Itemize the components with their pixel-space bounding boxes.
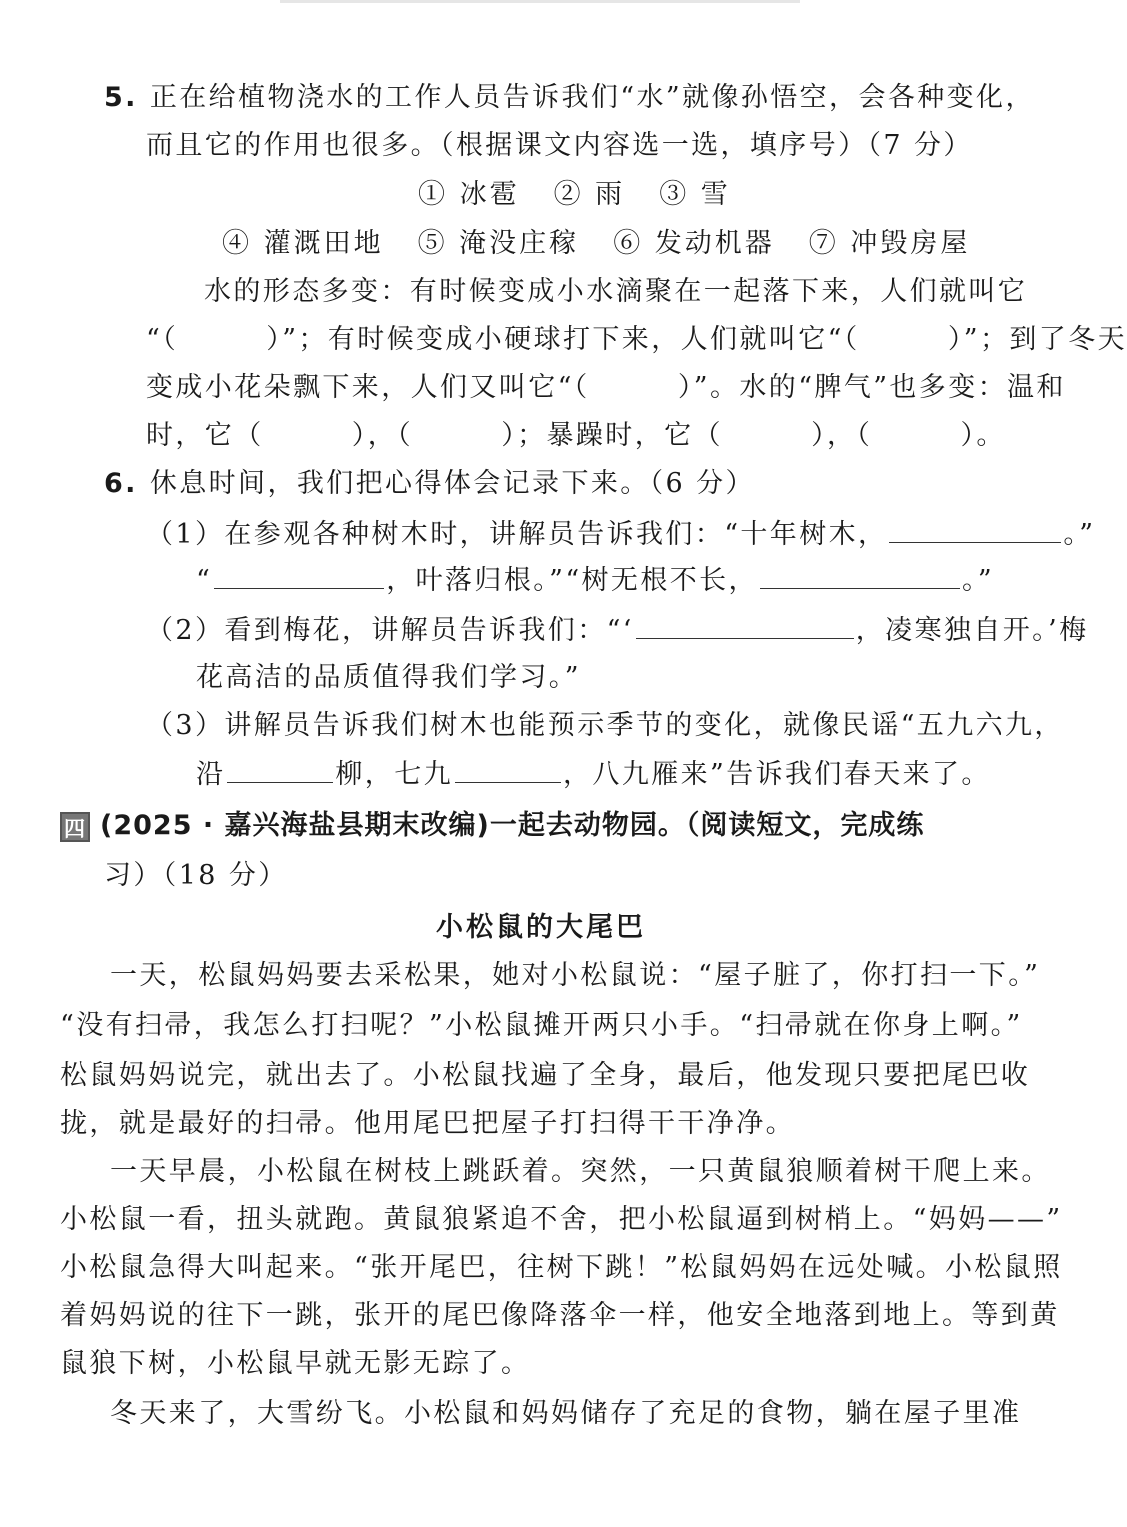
story-line-6: 小松鼠一看，扭头就跑。黄鼠狼紧追不舍，把小松鼠逼到树梢上。“妈妈——” [60, 1204, 1063, 1235]
story-line-2: “没有扫帚，我怎么打扫呢？”小松鼠摊开两只小手。“扫帚就在你身上啊。” [60, 1010, 1023, 1041]
story-line-10: 冬天来了，大雪纷飞。小松鼠和妈妈储存了充足的食物，躺在屋子里准 [110, 1398, 1022, 1429]
answer-blank-2[interactable] [214, 562, 384, 589]
q5-paragraph-line-3: 变成小花朵飘下来，人们又叫它“（ ）”。水的“脾气”也多变：温和 [146, 372, 1066, 403]
scan-edge-line [280, 0, 800, 3]
option-7: ⑦ 冲毁房屋 [808, 228, 971, 259]
q5-stem-1: 正在给植物浇水的工作人员告诉我们“水”就像孙悟空，会各种变化， [149, 82, 1035, 113]
answer-blank-5[interactable] [227, 756, 333, 783]
q5-paragraph-line-4: 时，它（ ），（ ）；暴躁时，它（ ），（ ）。 [146, 420, 1006, 451]
story-line-5: 一天早晨，小松鼠在树枝上跳跃着。突然，一只黄鼠狼顺着树干爬上来。 [110, 1156, 1051, 1187]
story-line-4: 拢，就是最好的扫帚。他用尾巴把屋子打扫得干干净净。 [60, 1108, 795, 1139]
q5-stem-2: 而且它的作用也很多。（根据课文内容选一选，填序号）（7 分） [146, 130, 973, 161]
story-title: 小松鼠的大尾巴 [436, 912, 646, 943]
q6-sub-1-text-b: 。” [1063, 519, 1096, 550]
q6-sub-3-line-2 [196, 756, 991, 793]
q5-paragraph-line-1: 水的形态多变：有时候变成小水滴聚在一起落下来，人们就叫它 [204, 276, 1028, 307]
story-line-8: 着妈妈说的往下一跳，张开的尾巴像降落伞一样，他安全地落到地上。等到黄 [60, 1300, 1060, 1331]
answer-blank-6[interactable] [455, 756, 561, 783]
section-4-title-line-2: 习）（18 分） [104, 860, 288, 891]
q6-sub-1-label: （1） [146, 519, 225, 550]
q6-sub-2-line-2: 花高洁的品质值得我们学习。” [196, 662, 581, 693]
q5-number: 5. [104, 82, 138, 113]
q6-line-1 [104, 466, 755, 502]
story-line-1: 一天，松鼠妈妈要去采松果，她对小松鼠说：“屋子脏了，你打扫一下。” [110, 960, 1041, 991]
option-4: ④ 灌溉田地 [222, 228, 384, 259]
q6-sub-1-text-e: 。” [961, 565, 995, 596]
q6-sub-3-text-d: ，八九雁来”告诉我们春天来了。 [563, 759, 991, 790]
q6-sub-3-text-c: 柳，七九 [335, 759, 454, 790]
q6-sub-3-text-a: 讲解员告诉我们树木也能预示季节的变化，就像民谣“五九六九， [224, 710, 1064, 741]
q6-sub-3-text-b: 沿 [196, 759, 226, 790]
answer-blank-1[interactable] [889, 516, 1061, 543]
q6-sub-3-label: （3） [146, 710, 225, 741]
q6-sub-2-text-a: 看到梅花，讲解员告诉我们：“‘ [224, 615, 634, 646]
option-5: ⑤ 淹没庄稼 [417, 228, 580, 259]
q6-number: 6. [104, 468, 138, 499]
q6-sub-1-text-c: “ [196, 565, 213, 596]
story-line-7: 小松鼠急得大叫起来。“张开尾巴，往树下跳！”松鼠妈妈在远处喊。小松鼠照 [60, 1252, 1063, 1283]
q6-intro: 休息时间，我们把心得体会记录下来。（6 分） [149, 468, 755, 499]
section-4-title-line-1: (2025 · 嘉兴海盐县期末改编)一起去动物园。（阅读短文，完成练 [100, 810, 925, 841]
option-3: ③ 雪 [659, 179, 731, 210]
option-1: ① 冰雹 [418, 179, 520, 210]
q5-options-row-2 [222, 226, 1004, 262]
q5-line-1 [104, 80, 1035, 116]
option-2: ② 雨 [553, 179, 626, 210]
section-4-heading [60, 808, 924, 844]
q6-sub-2-label: （2） [146, 615, 225, 646]
story-line-3: 松鼠妈妈说完，就出去了。小松鼠找遍了全身，最后，他发现只要把尾巴收 [60, 1060, 1031, 1091]
q5-options-row-1 [418, 177, 765, 213]
q6-sub-3-line-1 [146, 708, 1064, 744]
answer-blank-4[interactable] [636, 612, 854, 639]
q5-paragraph-line-2: “（ ）”；有时候变成小硬球打下来，人们就叫它“（ ）”；到了冬天 [146, 324, 1127, 355]
answer-blank-3[interactable] [760, 562, 960, 589]
q6-sub-1-line-1 [146, 516, 1096, 553]
section-4-marker: 四 [60, 812, 90, 842]
q6-sub-1-text-d: ，叶落归根。”“树无根不长， [386, 565, 758, 596]
q6-sub-2-line-1 [146, 612, 1088, 649]
story-line-9: 鼠狼下树，小松鼠早就无影无踪了。 [60, 1348, 531, 1379]
q6-sub-2-text-b: ，凌寒独自开。’梅 [855, 615, 1089, 646]
option-6: ⑥ 发动机器 [613, 228, 775, 259]
q6-sub-1-line-2 [196, 562, 994, 599]
q6-sub-1-text-a: 在参观各种树木时，讲解员告诉我们：“十年树木， [224, 519, 888, 550]
